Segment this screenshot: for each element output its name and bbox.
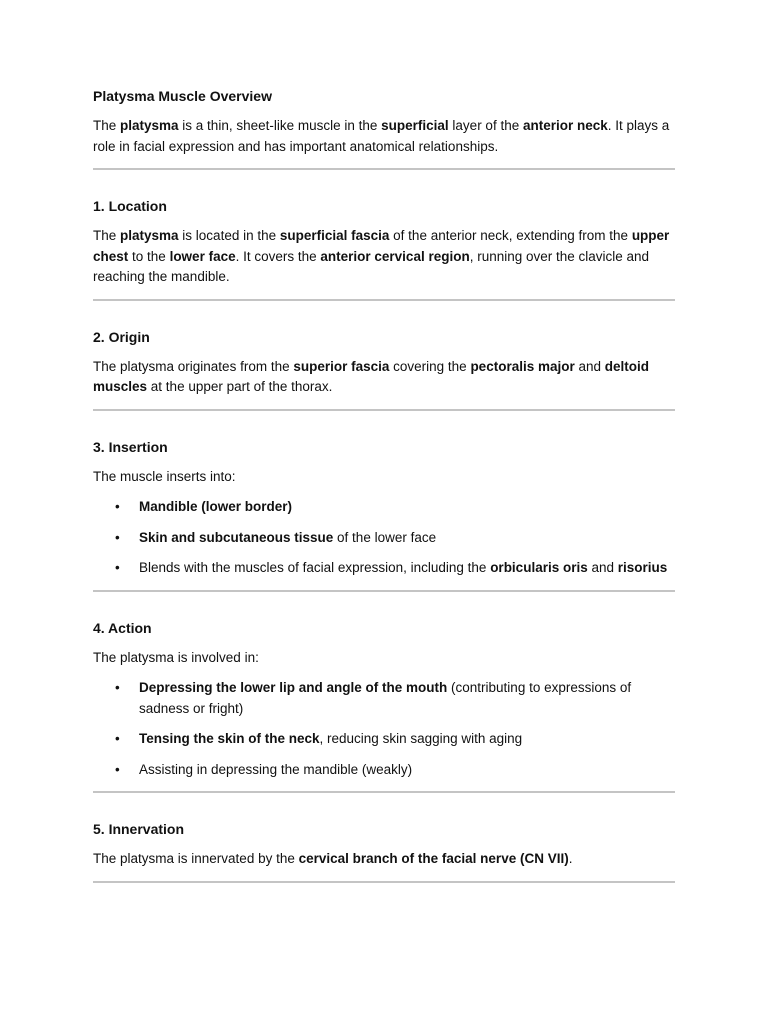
- bold-term: superior fascia: [293, 358, 390, 374]
- section-paragraph: The muscle inserts into:: [93, 468, 236, 484]
- list-item: [93, 729, 675, 750]
- list-item: [93, 528, 675, 549]
- divider: [93, 299, 675, 301]
- bold-term: anterior neck: [522, 118, 608, 133]
- bold-term: Mandible (lower border): [139, 499, 293, 514]
- list-item-text: Tensing the skin of the neck, reducing skin sagging with aging: [139, 731, 523, 746]
- intro-paragraph: The platysma is a thin, sheet-like muscle in the superficial layer of the anterior neck. It plays a role in facial expression and has important anatomical relationships.: [93, 118, 670, 154]
- bold-term: pectoralis major: [470, 358, 575, 374]
- bold-term: superficial fascia: [279, 228, 390, 243]
- list-item: [93, 760, 675, 781]
- bold-term: lower face: [169, 248, 236, 264]
- section-heading: 5. Innervation: [93, 821, 185, 837]
- list-item-text: Skin and subcutaneous tissue of the lower face: [139, 529, 437, 545]
- list-item: [93, 558, 675, 579]
- bold-term: risorius: [617, 560, 668, 575]
- bold-term: Tensing the skin of the neck: [139, 731, 320, 746]
- bold-term: anterior cervical region: [320, 248, 470, 264]
- section-paragraph: The platysma is located in the superficial fascia of the anterior neck, extending from the upper chest to the lower face. It covers the anterior cervical region, running over the clavicle and reaching the mandible.: [93, 228, 670, 284]
- bullet-icon: •: [115, 529, 120, 545]
- list-item-text: Depressing the lower lip and angle of the mouth (contributing to expressions of sadness or fright): [139, 680, 632, 716]
- bullet-icon: •: [115, 761, 120, 777]
- sections-container: [93, 196, 675, 883]
- section-paragraph: The platysma is innervated by the cervical branch of the facial nerve (CN VII).: [93, 851, 573, 866]
- bullet-list: [93, 497, 675, 579]
- section-paragraph: The platysma originates from the superior fascia covering the pectoralis major and deltoid muscles at the upper part of the thorax.: [93, 358, 650, 394]
- section-heading: 3. Insertion: [93, 438, 168, 455]
- bullet-icon: •: [115, 560, 120, 575]
- bold-term: platysma: [120, 228, 179, 243]
- bold-term: superficial: [381, 118, 449, 133]
- document-page: [93, 86, 675, 883]
- bold-term: upper chest: [93, 228, 670, 264]
- divider: [93, 590, 675, 592]
- list-item: [93, 678, 675, 719]
- bold-term: orbicularis oris: [490, 560, 588, 575]
- bullet-icon: •: [115, 680, 120, 695]
- bullet-icon: •: [115, 731, 120, 746]
- divider: [93, 168, 675, 170]
- section-heading: 1. Location: [93, 198, 167, 214]
- bold-term: cervical branch of the facial nerve (CN VII): [298, 851, 569, 866]
- document-title: Platysma Muscle Overview: [93, 88, 272, 104]
- list-item: [93, 497, 675, 518]
- divider: [93, 791, 675, 793]
- list-item-text: Blends with the muscles of facial expression, including the orbicularis oris and risorius: [139, 560, 668, 575]
- divider: [93, 409, 675, 411]
- list-item-text: [139, 499, 292, 514]
- bold-term: Depressing the lower lip and angle of the mouth: [139, 680, 448, 695]
- bold-term: platysma: [120, 118, 179, 133]
- divider: [93, 881, 675, 883]
- bold-term: Skin and subcutaneous tissue: [139, 529, 334, 545]
- section-heading: 4. Action: [93, 619, 152, 636]
- section-heading: 2. Origin: [93, 328, 150, 345]
- bold-term: deltoid muscles: [93, 358, 650, 394]
- bullet-icon: •: [115, 499, 120, 514]
- list-item-text: Assisting in depressing the mandible (weakly): [139, 761, 413, 777]
- section-paragraph: The platysma is involved in:: [93, 649, 259, 665]
- bullet-list: [93, 678, 675, 780]
